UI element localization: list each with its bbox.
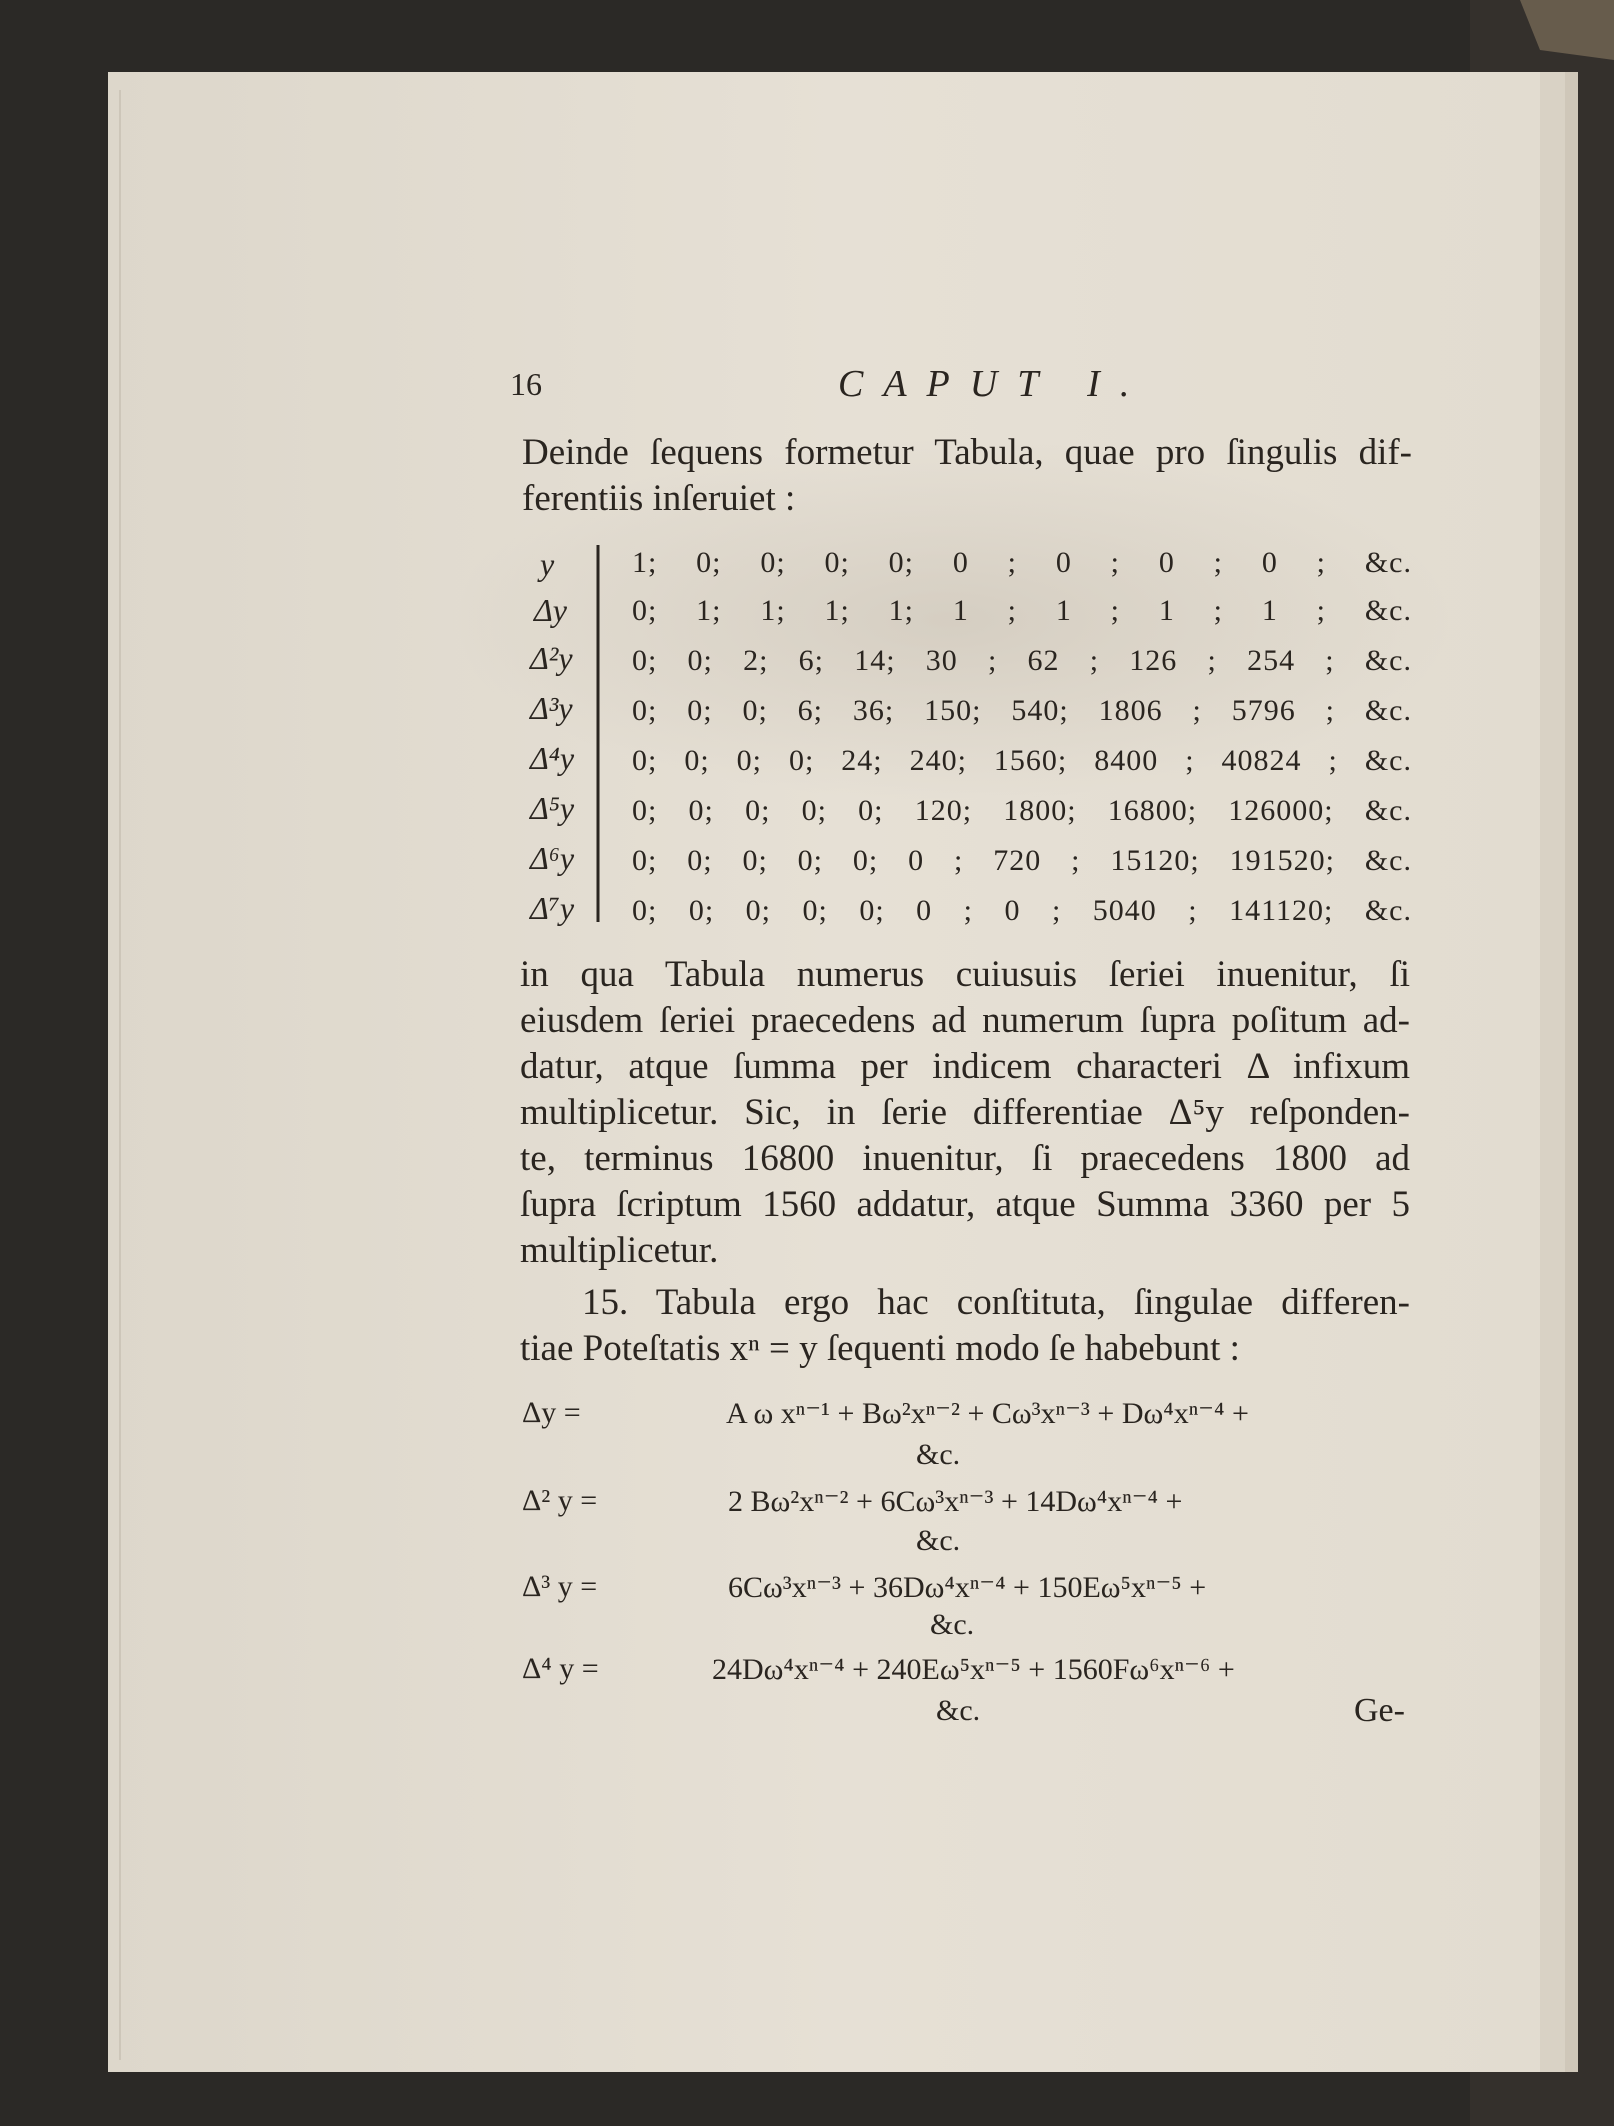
table-row-label: Δ³y	[530, 690, 573, 726]
formula-lhs: Δ² y =	[522, 1484, 598, 1517]
formula-continuation: &c.	[916, 1438, 961, 1471]
table-row: 1; 0; 0; 0; 0; 0 ; 0 ; 0 ; 0 ; &c.	[632, 546, 1412, 579]
table-row-label: y	[540, 546, 555, 582]
page-number: 16	[510, 366, 542, 402]
text-line: multiplicetur. Sic, in ſerie differentiae Δ⁵y reſponden-	[520, 1092, 1410, 1133]
table-row-label: Δ⁷y	[530, 890, 575, 926]
formula-continuation: &c.	[936, 1694, 981, 1727]
text-line: multiplicetur.	[520, 1230, 719, 1271]
intro-line-1: Deinde ſequens formetur Tabula, quae pro ſingulis dif-	[522, 432, 1412, 473]
catchword: Ge-	[1354, 1692, 1405, 1729]
text-line: tiae Poteſtatis xⁿ = y ſequenti modo ſe habebunt :	[520, 1328, 1240, 1369]
table-row: 0; 0; 0; 0; 24; 240; 1560; 8400 ; 40824 ; &c.	[632, 744, 1412, 777]
table-row: 0; 0; 0; 6; 36; 150; 540; 1806 ; 5796 ; &c.	[632, 694, 1412, 727]
formula-lhs: Δ³ y =	[522, 1570, 598, 1603]
table-row: 0; 1; 1; 1; 1; 1 ; 1 ; 1 ; 1 ; &c.	[632, 594, 1412, 627]
formula-rhs: 24Dω⁴xⁿ⁻⁴ + 240Eω⁵xⁿ⁻⁵ + 1560Fω⁶xⁿ⁻⁶ +	[712, 1653, 1235, 1686]
formula-rhs: 2 Bω²xⁿ⁻² + 6Cω³xⁿ⁻³ + 14Dω⁴xⁿ⁻⁴ +	[728, 1485, 1183, 1518]
text-line: in qua Tabula numerus cuiusuis ſeriei inuenitur, ſi	[520, 954, 1410, 995]
text-line: te, terminus 16800 inuenitur, ſi praecedens 1800 ad	[520, 1138, 1410, 1179]
text-line: 15. Tabula ergo hac conſtituta, ſingulae differen-	[582, 1282, 1410, 1323]
formula-lhs: Δ⁴ y =	[522, 1652, 599, 1685]
text-line: ſupra ſcriptum 1560 addatur, atque Summa 3360 per 5	[520, 1184, 1410, 1225]
text-line: eiusdem ſeriei praecedens ad numerum ſupra poſitum ad-	[520, 1000, 1410, 1041]
formula-continuation: &c.	[930, 1608, 975, 1641]
table-row: 0; 0; 0; 0; 0; 0 ; 0 ; 5040 ; 141120; &c.	[632, 894, 1412, 927]
table-row-label: Δ²y	[530, 640, 573, 676]
intro-line-2: ferentiis inſeruiet :	[522, 478, 796, 519]
formula-rhs: A ω xⁿ⁻¹ + Bω²xⁿ⁻² + Cω³xⁿ⁻³ + Dω⁴xⁿ⁻⁴ +	[726, 1397, 1249, 1430]
table-row: 0; 0; 2; 6; 14; 30 ; 62 ; 126 ; 254 ; &c.	[632, 644, 1412, 677]
table-row-label: Δ⁶y	[530, 840, 575, 876]
chapter-heading: CAPUT I.	[838, 363, 1150, 405]
table-row-label: Δ⁴y	[530, 740, 575, 776]
formula-lhs: Δy =	[522, 1396, 581, 1429]
table-row-label: Δ⁵y	[530, 790, 575, 826]
formula-rhs: 6Cω³xⁿ⁻³ + 36Dω⁴xⁿ⁻⁴ + 150Eω⁵xⁿ⁻⁵ +	[728, 1571, 1207, 1604]
table-row: 0; 0; 0; 0; 0; 120; 1800; 16800; 126000; &c.	[632, 794, 1412, 827]
table-row: 0; 0; 0; 0; 0; 0 ; 720 ; 15120; 191520; &c.	[632, 844, 1412, 877]
table-row-label: Δy	[534, 592, 567, 628]
text-line: datur, atque ſumma per indicem characteri Δ infixum	[520, 1046, 1410, 1087]
formula-continuation: &c.	[916, 1524, 961, 1557]
